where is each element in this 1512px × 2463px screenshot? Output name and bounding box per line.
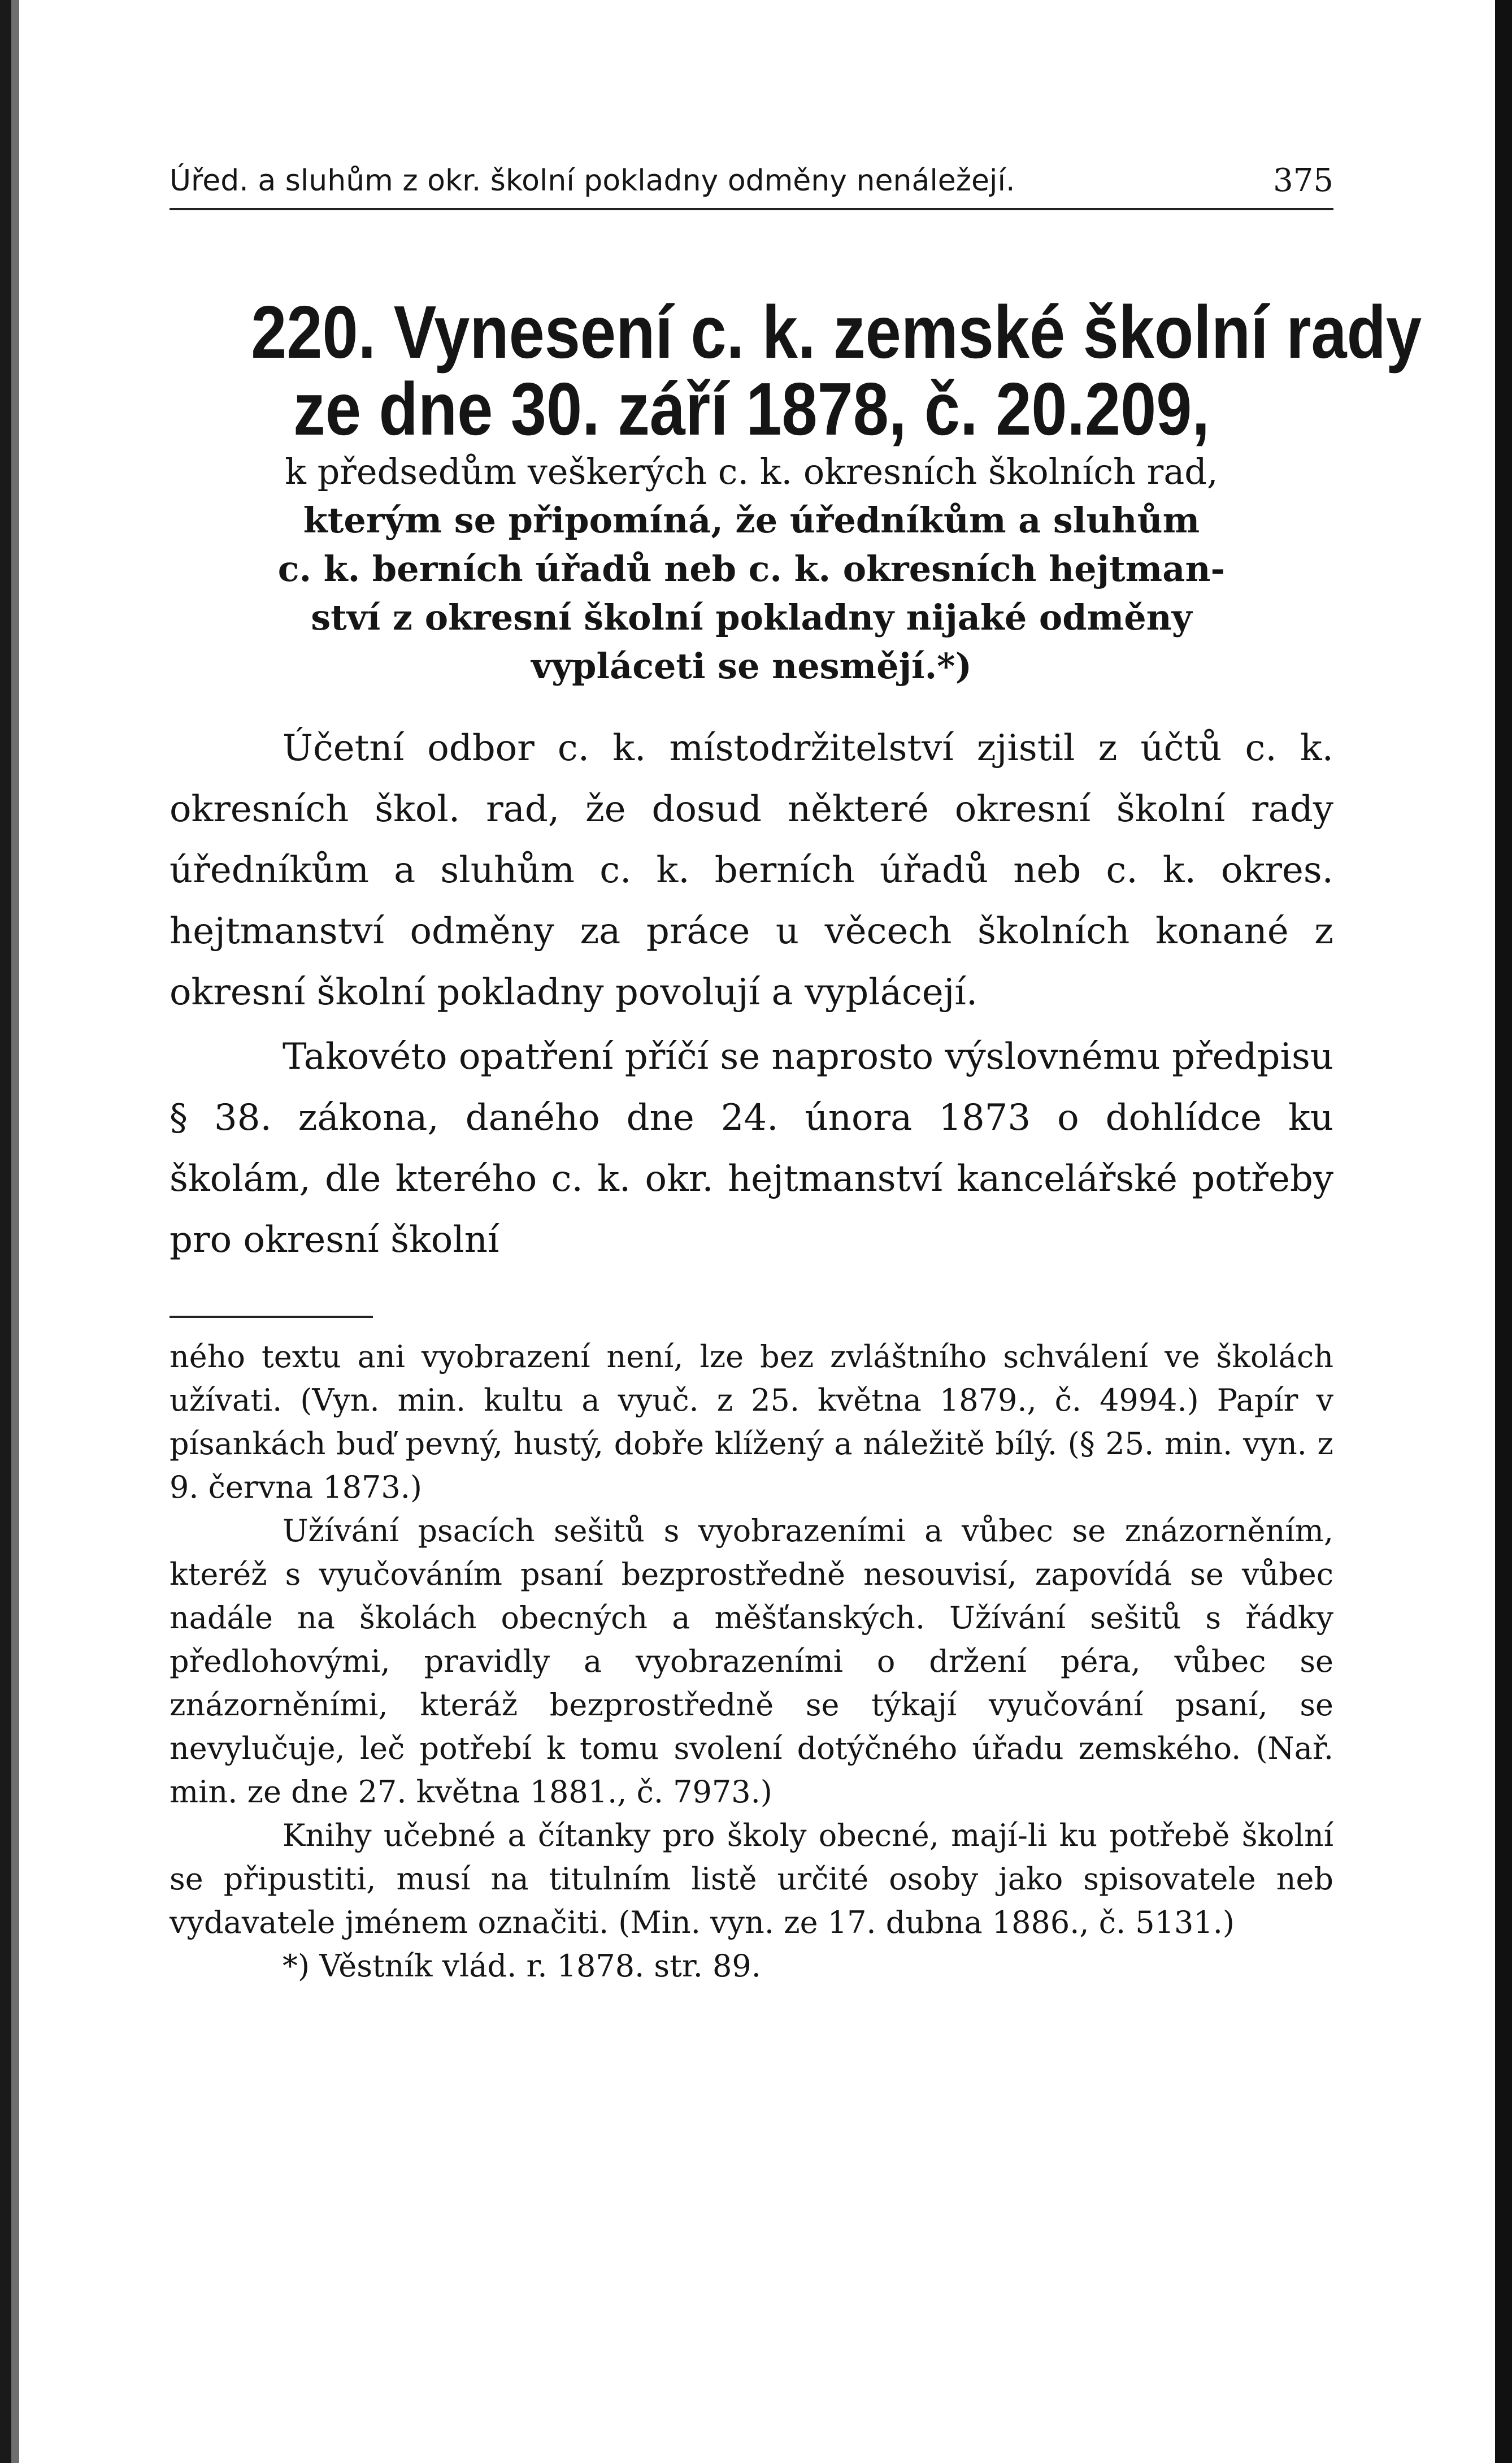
footnote-separator [170, 1316, 373, 1318]
section-title [251, 290, 1422, 450]
note-paragraph: Knihy učebné a čítanky pro školy obecné, mají-li ku potřebě školní se připustiti, musí na titulním listě určité osoby jako spisovatele neb vydavatele jménem označiti. (Min. vyn. ze 17. dubna 1886., č. 5131.) [170, 1818, 1333, 1940]
book-page [170, 0, 1422, 2463]
scan-edge-right [1495, 0, 1512, 2463]
scan-edge-left-shadow [11, 0, 19, 2463]
footnote: *) Věstník vlád. r. 1878. str. 89. [283, 1948, 761, 1984]
note-paragraph: Užívání psacích sešitů s vyobrazeními a vůbec se znázorněním, kteréž s vyučováním psaní bezprostředně nesouvisí, zapovídá se vůbec nadále na školách obecných a měšťanských. Užívání sešitů s řádky předlohovými, pravidly a vyobrazeními o držení péra, vůbec se znázorněními, kteráž bezprostředně se týkají vyučování psaní, se nevylučuje, leč potřebí k tomu svolení dotýčného úřadu zemského. (Nař. min. ze dne 27. května 1881., č. 7973.) [170, 1513, 1333, 1810]
footnotes [170, 1335, 1333, 1988]
running-head-text: Úřed. a sluhům z okr. školní pokladny odměny nenáležejí. [170, 164, 1015, 198]
subtitle-line-1: k předsedům veškerých c. k. okresních školních rad, [285, 451, 1218, 492]
subtitle-line-4: ství z okresní školní pokladny nijaké odměny [311, 597, 1192, 638]
page-number: 375 [1273, 162, 1333, 199]
body-paragraph: Účetní odbor c. k. místodržitelství zjistil z účtů c. k. okresních škol. rad, že dosud některé okresní školní rady úředníkům a sluhům c. k. berních úřadů neb c. k. okres. hejtmanství odměny za práce u věcech školních konané z okresní školní pokladny povolují a vyplácejí. [170, 727, 1333, 1013]
scan-edge-left [0, 0, 11, 2463]
subtitle-line-3: c. k. berních úřadů neb c. k. okresních hejtman- [277, 548, 1226, 589]
title-line-2: ze dne 30. září 1878, č. 20.209, [293, 367, 1210, 450]
subtitle-line-2: kterým se připomíná, že úředníkům a sluhům [303, 500, 1200, 541]
title-line-1: 220. Vynesení c. k. zemské školní rady [251, 290, 1422, 374]
note-paragraph: ného textu ani vyobrazení není, lze bez zvláštního schválení ve školách užívati. (Vyn. min. kultu a vyuč. z 25. května 1879., č. 4994.) Papír v písankách buď pevný, hustý, dobře klížený a náležitě bílý. (§ 25. min. vyn. z 9. června 1873.) [170, 1339, 1333, 1505]
body-paragraph: Takovéto opatření příčí se naprosto výslovnému předpisu § 38. zákona, daného dne 24. února 1873 o dohlídce ku školám, dle kterého c. k. okr. hejtmanství kancelářské potřeby pro okresní školní [170, 1036, 1333, 1261]
section-subtitle [170, 448, 1333, 691]
running-head [170, 154, 1333, 210]
subtitle-line-5: vypláceti se nesmějí.*) [531, 645, 972, 687]
main-text [170, 718, 1333, 1270]
